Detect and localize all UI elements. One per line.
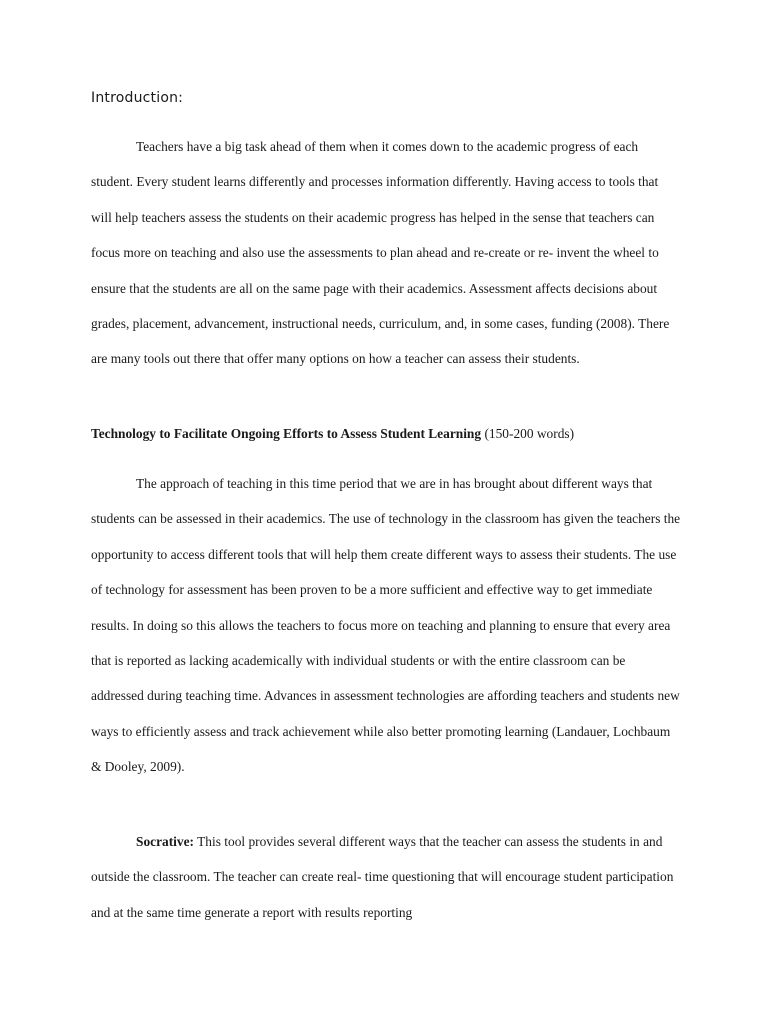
section-heading <box>91 426 574 442</box>
section-heading-title: Technology to Facilitate Ongoing Efforts to Assess Student Learning <box>91 426 482 441</box>
intro-paragraph <box>91 129 681 377</box>
introduction-heading: Introduction: <box>91 90 184 106</box>
socrative-paragraph <box>91 824 681 930</box>
socrative-label: Socrative: <box>136 834 195 849</box>
section-heading-word-count: (150-200 words) <box>481 426 575 441</box>
section-paragraph-text: The approach of teaching in this time period that we are in has brought about different ways that students can be assessed in their academics. The use of technology in the classroom has given the teachers the opportunity to access different tools that will help them create different ways to assess their students. The use of technology for assessment has been proven to be a more sufficient and effective way to get immediate results. In doing so this allows the teachers to focus more on teaching and planning to ensure that every area that is reported as lacking academically with individual students or with the entire classroom can be addressed during teaching time. Advances in assessment technologies are affording teachers and students new ways to efficiently assess and track achievement while also better promoting learning (Landauer, Lochbaum & Dooley, 2009). <box>91 476 681 775</box>
section-paragraph <box>91 466 681 785</box>
intro-paragraph-text: Teachers have a big task ahead of them when it comes down to the academic progress of each student. Every student learns differently and processes information differently. Having access to tools that will help teachers assess the students on their academic progress has helped in the sense that teachers can focus more on teaching and also use the assessments to plan ahead and re-create or re- invent the wheel to ensure that the students are all on the same page with their academics. Assessment affects decisions about grades, placement, advancement, instructional needs, curriculum, and, in some cases, funding (2008). There are many tools out there that offer many options on how a teacher can assess their students. <box>91 139 670 367</box>
socrative-paragraph-text: This tool provides several different ways that the teacher can assess the students in and outside the classroom. The teacher can create real- time questioning that will encourage student participation and at the same time generate a report with results reporting <box>91 834 674 920</box>
